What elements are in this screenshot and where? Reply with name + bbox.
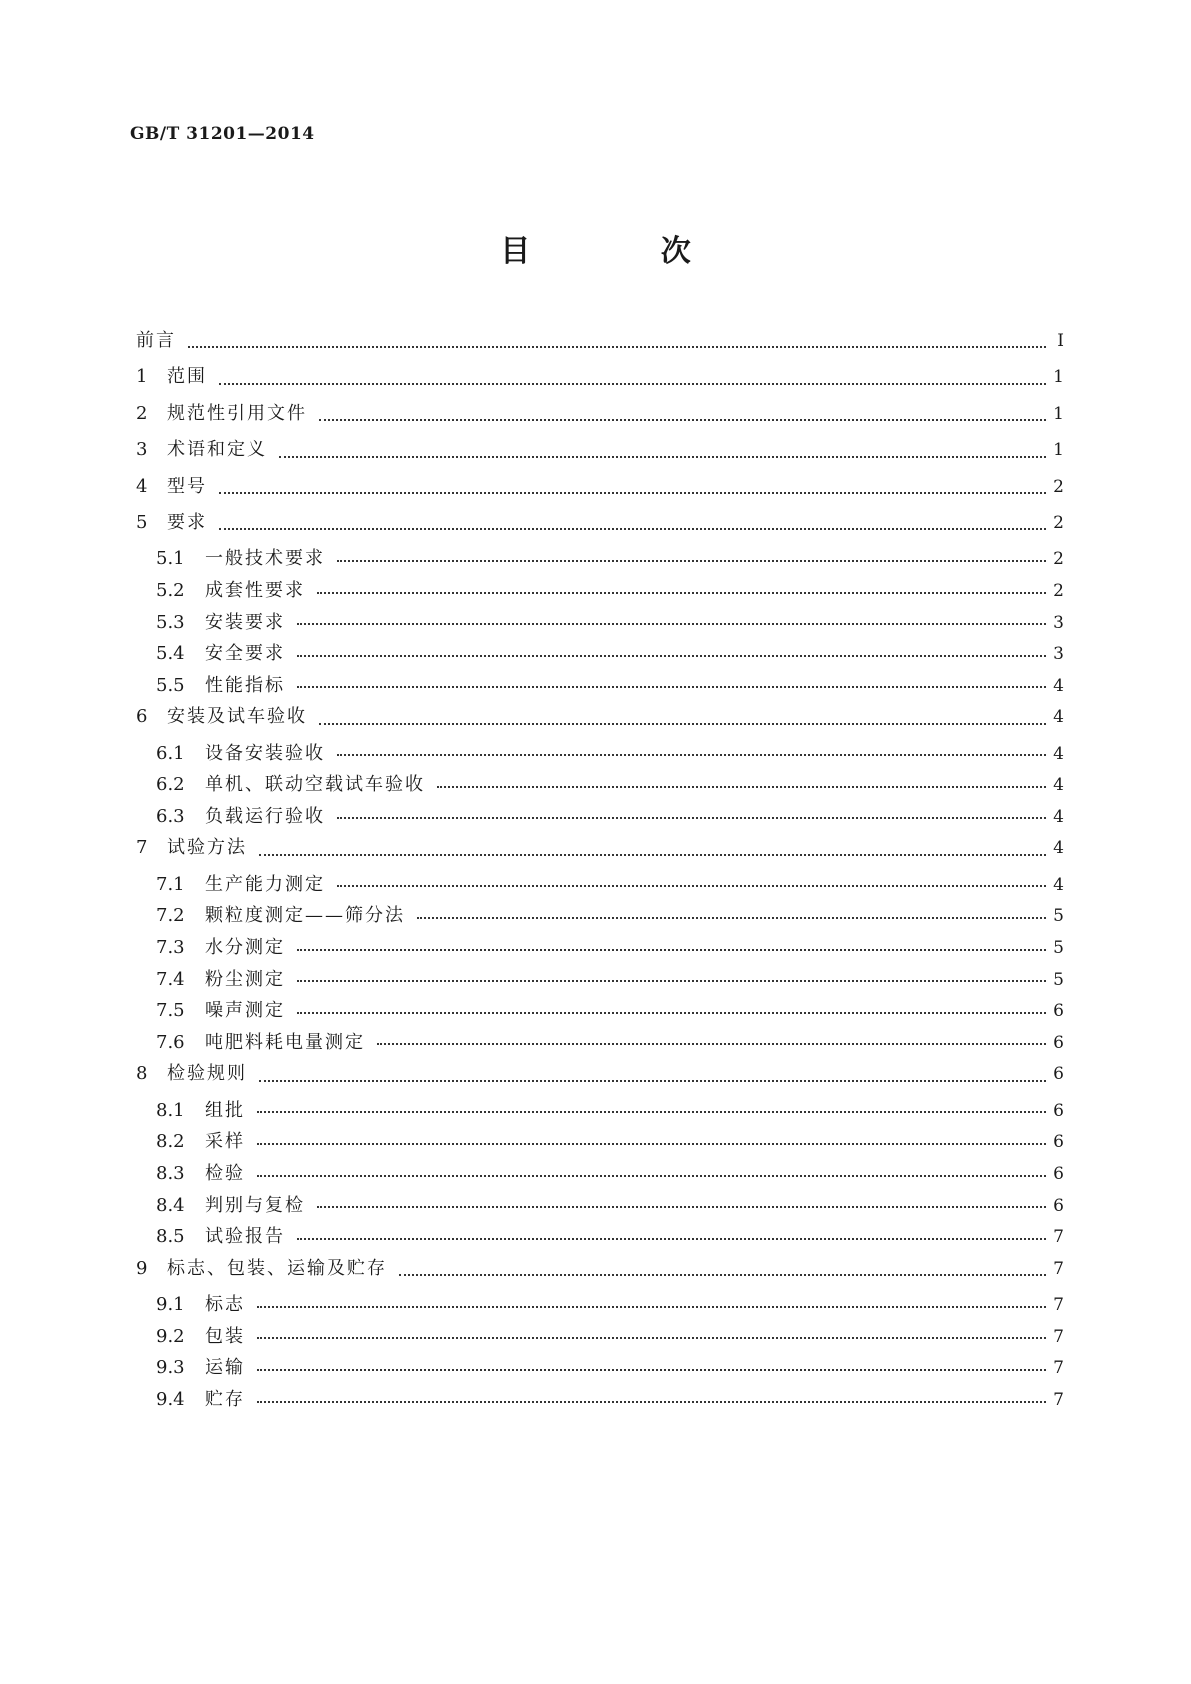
toc-entry-number: 5.4 [156, 643, 185, 665]
toc-entry-number: 3 [136, 439, 148, 461]
toc-entry[interactable] [136, 435, 1064, 471]
toc-entry-number: 8.2 [156, 1131, 185, 1153]
toc-entry-title: 设备安装验收 [205, 742, 325, 764]
standard-code: GB/T 31201—2014 [130, 124, 315, 144]
dot-leader [377, 1043, 1046, 1045]
toc-entry[interactable] [136, 1222, 1064, 1254]
toc-entry-number: 9.4 [156, 1388, 185, 1410]
toc-entry-page: 5 [1053, 969, 1064, 990]
toc-entry-title: 检验规则 [167, 1063, 247, 1085]
toc-entry-title: 试验方法 [167, 837, 247, 859]
toc-entry-page: 1 [1053, 403, 1064, 424]
toc-entry-number: 6.3 [156, 805, 185, 827]
toc-entry-number: 7.2 [156, 905, 185, 927]
toc-entry-title: 水分测定 [205, 937, 285, 959]
toc-entry[interactable] [136, 399, 1064, 435]
toc-entry-page: 7 [1053, 1227, 1064, 1248]
dot-leader [317, 1206, 1046, 1208]
toc-entry-number: 9.2 [156, 1325, 185, 1347]
toc-entry-page: I [1057, 331, 1064, 351]
toc-entry-number: 8.5 [156, 1226, 185, 1248]
dot-leader [297, 1012, 1046, 1014]
toc-entry-title: 成套性要求 [205, 579, 305, 601]
dot-leader [279, 456, 1046, 458]
toc-entry-number: 1 [136, 366, 148, 388]
toc-entry-title: 安装要求 [205, 611, 285, 633]
toc-entry-title: 要求 [167, 511, 207, 533]
dot-leader [257, 1175, 1046, 1177]
toc-entry-page: 4 [1053, 775, 1064, 796]
dot-leader [417, 917, 1046, 919]
toc-entry-page: 2 [1053, 580, 1064, 601]
toc-entry-page: 6 [1053, 1195, 1064, 1216]
dot-leader [219, 492, 1046, 494]
toc-entry-title: 一般技术要求 [205, 548, 325, 570]
toc-entry[interactable] [136, 833, 1064, 869]
toc-entry[interactable] [136, 1322, 1064, 1354]
dot-leader [337, 817, 1046, 819]
toc-entry-page: 2 [1053, 476, 1064, 497]
toc-entry[interactable] [136, 576, 1064, 608]
toc-entry-page: 3 [1053, 612, 1064, 633]
toc-entry[interactable] [136, 1059, 1064, 1095]
toc-entry[interactable] [136, 508, 1064, 544]
toc-entry-title: 标志、包装、运输及贮存 [167, 1257, 387, 1279]
toc-entry-title: 单机、联动空载试车验收 [205, 774, 425, 796]
toc-entry-title: 术语和定义 [167, 439, 267, 461]
dot-leader [257, 1369, 1046, 1371]
toc-entry-number: 7.3 [156, 937, 185, 959]
toc-entry-page: 5 [1053, 906, 1064, 927]
toc-entry-page: 4 [1053, 874, 1064, 895]
toc-entry[interactable] [136, 870, 1064, 902]
toc-entry-number: 9.3 [156, 1357, 185, 1379]
toc-entry-page: 2 [1053, 512, 1064, 533]
toc-entry-page: 3 [1053, 644, 1064, 665]
toc-entry-number: 6.2 [156, 774, 185, 796]
dot-leader [297, 980, 1046, 982]
toc-entry[interactable] [136, 702, 1064, 738]
toc-entry[interactable] [136, 1096, 1064, 1128]
dot-leader [219, 383, 1046, 385]
toc-entry[interactable] [136, 1385, 1064, 1417]
toc-entry[interactable] [136, 1254, 1064, 1290]
toc-entry-number: 7 [136, 837, 148, 859]
toc-entry-page: 4 [1053, 743, 1064, 764]
toc-entry[interactable] [136, 965, 1064, 997]
toc-entry-number: 5.1 [156, 548, 185, 570]
dot-leader [188, 346, 1046, 348]
toc-entry[interactable] [136, 1353, 1064, 1385]
toc-entry-title: 检验 [205, 1163, 245, 1185]
toc-entry-title: 性能指标 [205, 674, 285, 696]
table-of-contents [136, 326, 1064, 1417]
toc-entry-page: 6 [1053, 1132, 1064, 1153]
dot-leader [437, 786, 1046, 788]
dot-leader [259, 854, 1046, 856]
toc-entry-number: 9 [136, 1257, 148, 1279]
toc-entry[interactable] [136, 1159, 1064, 1191]
toc-entry[interactable] [136, 362, 1064, 398]
toc-entry-page: 6 [1053, 1032, 1064, 1053]
dot-leader [257, 1337, 1046, 1339]
toc-entry[interactable] [136, 1191, 1064, 1223]
toc-entry-page: 1 [1053, 440, 1064, 461]
toc-entry-page: 6 [1053, 1064, 1064, 1085]
dot-leader [297, 686, 1046, 688]
toc-entry-title: 范围 [167, 366, 207, 388]
toc-entry-number: 7.4 [156, 968, 185, 990]
dot-leader [259, 1080, 1046, 1082]
toc-entry[interactable] [136, 1028, 1064, 1060]
dot-leader [319, 419, 1046, 421]
dot-leader [297, 949, 1046, 951]
toc-entry[interactable] [136, 671, 1064, 703]
toc-entry-number: 7.1 [156, 873, 185, 895]
toc-entry-title: 生产能力测定 [205, 873, 325, 895]
toc-entry-title: 运输 [205, 1357, 245, 1379]
toc-entry-number: 8.3 [156, 1163, 185, 1185]
toc-entry-title: 吨肥料耗电量测定 [205, 1031, 365, 1053]
toc-entry-title: 安全要求 [205, 643, 285, 665]
dot-leader [257, 1401, 1046, 1403]
toc-entry-number: 9.1 [156, 1294, 185, 1316]
toc-entry-number: 6.1 [156, 742, 185, 764]
toc-entry-page: 2 [1053, 549, 1064, 570]
dot-leader [297, 1238, 1046, 1240]
dot-leader [257, 1143, 1046, 1145]
toc-entry-title: 贮存 [205, 1388, 245, 1410]
toc-entry-page: 6 [1053, 1100, 1064, 1121]
toc-entry[interactable] [136, 472, 1064, 508]
toc-entry-title: 标志 [205, 1294, 245, 1316]
toc-entry-page: 7 [1053, 1326, 1064, 1347]
toc-entry-page: 4 [1053, 707, 1064, 728]
toc-entry[interactable] [136, 1127, 1064, 1159]
toc-entry[interactable] [136, 326, 1064, 362]
toc-entry[interactable] [136, 739, 1064, 771]
toc-entry-title: 采样 [205, 1131, 245, 1153]
toc-entry-number: 5 [136, 511, 148, 533]
toc-entry-page: 7 [1053, 1358, 1064, 1379]
toc-entry-page: 6 [1053, 1164, 1064, 1185]
toc-title: 目 次 [500, 234, 751, 269]
toc-entry-number: 8.4 [156, 1194, 185, 1216]
dot-leader [337, 885, 1046, 887]
dot-leader [257, 1306, 1046, 1308]
toc-entry[interactable] [136, 544, 1064, 576]
toc-entry-number: 8 [136, 1063, 148, 1085]
toc-entry-page: 7 [1053, 1295, 1064, 1316]
toc-entry[interactable] [136, 996, 1064, 1028]
toc-entry[interactable] [136, 901, 1064, 933]
toc-entry-number: 2 [136, 402, 148, 424]
dot-leader [219, 528, 1046, 530]
toc-entry[interactable] [136, 1290, 1064, 1322]
toc-entry-title: 噪声测定 [205, 1000, 285, 1022]
toc-entry-number: 7.5 [156, 1000, 185, 1022]
toc-entry-page: 4 [1053, 838, 1064, 859]
toc-entry-title: 规范性引用文件 [167, 402, 307, 424]
toc-entry-page: 1 [1053, 367, 1064, 388]
toc-entry-number: 4 [136, 475, 148, 497]
dot-leader [297, 623, 1046, 625]
toc-entry-number: 8.1 [156, 1099, 185, 1121]
toc-entry-number: 5.3 [156, 611, 185, 633]
toc-entry-title: 组批 [205, 1099, 245, 1121]
toc-entry[interactable] [136, 770, 1064, 802]
dot-leader [337, 754, 1046, 756]
toc-entry-number: 5.5 [156, 674, 185, 696]
toc-entry-page: 6 [1053, 1001, 1064, 1022]
toc-entry-title: 安装及试车验收 [167, 706, 307, 728]
toc-entry-page: 5 [1053, 938, 1064, 959]
toc-entry-number: 6 [136, 706, 148, 728]
dot-leader [337, 560, 1046, 562]
toc-entry-title: 颗粒度测定——筛分法 [205, 905, 405, 927]
toc-entry-page: 4 [1053, 806, 1064, 827]
dot-leader [319, 723, 1046, 725]
toc-entry[interactable] [136, 933, 1064, 965]
toc-entry-page: 4 [1053, 675, 1064, 696]
toc-entry-number: 7.6 [156, 1031, 185, 1053]
toc-entry-title: 包装 [205, 1325, 245, 1347]
toc-entry-title: 判别与复检 [205, 1194, 305, 1216]
toc-entry-page: 7 [1053, 1258, 1064, 1279]
toc-entry[interactable] [136, 608, 1064, 640]
toc-entry-title: 粉尘测定 [205, 968, 285, 990]
toc-entry-page: 7 [1053, 1389, 1064, 1410]
toc-entry-number: 5.2 [156, 579, 185, 601]
toc-entry-title: 试验报告 [205, 1226, 285, 1248]
toc-entry-title: 型号 [167, 475, 207, 497]
dot-leader [257, 1111, 1046, 1113]
toc-entry-title: 负载运行验收 [205, 805, 325, 827]
toc-entry[interactable] [136, 802, 1064, 834]
dot-leader [297, 655, 1046, 657]
toc-entry-title: 前言 [136, 330, 176, 351]
dot-leader [399, 1274, 1046, 1276]
dot-leader [317, 592, 1046, 594]
toc-entry[interactable] [136, 639, 1064, 671]
